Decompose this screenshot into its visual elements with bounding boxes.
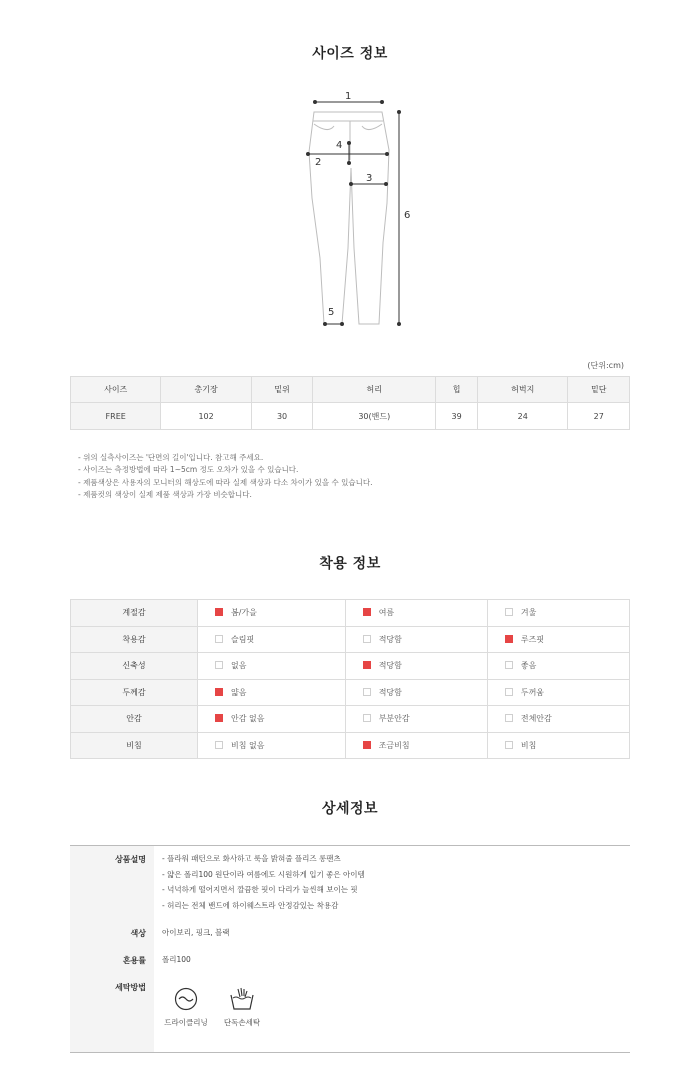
header-cell: 힙 [436, 377, 478, 403]
checkbox-icon [215, 608, 223, 616]
value-cell: 24 [478, 403, 568, 430]
checkbox-icon [363, 661, 371, 669]
size-table-header [71, 377, 630, 403]
checkbox-icon [505, 635, 513, 643]
material-value: 폴리100 [162, 955, 191, 964]
fit-row-label: 두께감 [71, 679, 198, 706]
detail-table [70, 845, 630, 1053]
value-cell: 27 [568, 403, 630, 430]
description-line: - 허리는 전체 밴드에 하이웨스트라 안정감있는 착용감 [162, 900, 339, 910]
dry-clean-icon [173, 987, 199, 1011]
pants-measurement-diagram [290, 88, 420, 340]
description-line: - 플라워 패턴으로 화사하고 룩을 밝혀줄 플리즈 롱팬츠 [162, 854, 341, 863]
option-label: 루즈핏 [520, 634, 545, 644]
note-line: - 위의 실측사이즈는 '단면의 길이'입니다. 참고해 주세요. [78, 453, 264, 462]
checkbox-icon [505, 608, 513, 616]
checkbox-icon [215, 741, 223, 749]
table-row [71, 732, 630, 759]
wash-label: 세탁방법 [115, 983, 146, 992]
table-row [71, 626, 630, 653]
fit-option [487, 706, 629, 733]
wash-method-dry-clean [164, 987, 208, 1028]
hand-wash-icon [229, 987, 255, 1011]
option-label: 적당함 [378, 687, 402, 697]
description-line: - 넉넉하게 떨어지면서 깔끔한 핏이 다리가 늘씬해 보이는 핏 [162, 885, 358, 894]
fit-row-label: 비침 [71, 732, 198, 759]
size-info-title: 사이즈 정보 [312, 46, 388, 62]
fit-row-label: 신축성 [71, 653, 198, 680]
wash-method-hand-wash [220, 987, 264, 1028]
color-label: 색상 [130, 929, 146, 938]
dim-label-1: 1 [345, 91, 352, 102]
option-label: 적당함 [378, 634, 402, 644]
header-cell: 허리 [313, 377, 436, 403]
option-label: 전체안감 [520, 714, 552, 724]
description-line: - 얇은 폴리100 원단이라 여름에도 시원하게 입기 좋은 아이템 [162, 869, 365, 879]
value-cell: 30 [251, 403, 313, 430]
dim-label-2: 2 [315, 157, 322, 168]
header-cell: 밑단 [568, 377, 630, 403]
option-label: 비침 [520, 740, 537, 750]
note-line: - 사이즈는 측정방법에 따라 1~5cm 정도 오차가 있을 수 있습니다. [78, 465, 299, 475]
value-cell: 39 [436, 403, 478, 430]
fit-option [487, 653, 629, 680]
option-label: 여름 [378, 608, 395, 618]
fit-row-label: 계절감 [71, 600, 198, 627]
dim-label-5: 5 [328, 307, 335, 318]
checkbox-icon [215, 661, 223, 669]
option-label: 슬림핏 [231, 634, 255, 644]
fit-row-label: 착용감 [71, 626, 198, 653]
checkbox-icon [505, 661, 513, 669]
checkbox-icon [215, 714, 223, 722]
option-label: 적당함 [378, 661, 402, 671]
option-label: 좋음 [520, 661, 537, 671]
value-cell: 30(밴드) [313, 403, 436, 430]
fit-row-label: 안감 [71, 706, 198, 733]
option-label: 없음 [231, 661, 247, 671]
size-cell: FREE [71, 403, 161, 430]
header-cell: 허벅지 [478, 377, 568, 403]
value-cell: 102 [161, 403, 251, 430]
fit-option [198, 706, 346, 733]
checkbox-icon [505, 741, 513, 749]
dim-label-4: 4 [336, 140, 343, 151]
option-label: 부분안감 [378, 714, 410, 724]
detail-label-column [70, 846, 154, 1052]
detail-info-title: 상세정보 [321, 801, 379, 817]
header-cell: 총기장 [161, 377, 251, 403]
checkbox-icon [363, 714, 371, 722]
checkbox-icon [363, 741, 371, 749]
option-label: 비침 없음 [231, 740, 265, 750]
fit-info-title: 착용 정보 [319, 556, 381, 572]
fit-option [198, 653, 346, 680]
pocket-left [314, 124, 334, 130]
fit-option [345, 706, 487, 733]
size-table [70, 376, 630, 430]
material-label: 혼용률 [122, 956, 146, 965]
header-cell: 사이즈 [71, 377, 161, 403]
checkbox-icon [215, 688, 223, 696]
fit-option [345, 732, 487, 759]
fit-option [198, 626, 346, 653]
checkbox-icon [505, 714, 513, 722]
note-line: - 제품컷의 색상이 실제 제품 색상과 가장 비슷합니다. [78, 489, 252, 499]
note-line: - 제품색상은 사용자의 모니터의 해상도에 따라 실제 색상과 다소 차이가 있을 수 있습니다. [78, 477, 373, 487]
unit-label: (단위:cm) [587, 361, 624, 370]
option-label: 얇음 [231, 687, 247, 697]
checkbox-icon [363, 608, 371, 616]
dim-label-3: 3 [366, 173, 373, 184]
fit-option [487, 679, 629, 706]
color-value: 아이보리, 핑크, 블랙 [162, 928, 230, 937]
description-label: 상품설명 [115, 855, 146, 864]
fit-option [198, 679, 346, 706]
checkbox-icon [363, 635, 371, 643]
fit-table [70, 599, 630, 759]
option-label: 두꺼움 [520, 687, 545, 697]
table-row [71, 600, 630, 627]
option-label: 봄/가을 [231, 608, 257, 618]
fit-option [198, 732, 346, 759]
checkbox-icon [215, 635, 223, 643]
dim-label-6: 6 [404, 210, 411, 221]
table-row [71, 679, 630, 706]
fit-option [487, 626, 629, 653]
fit-option [345, 626, 487, 653]
size-notes [78, 452, 373, 501]
pocket-right [362, 124, 382, 130]
wash-method-label: 드라이클리닝 [164, 1018, 208, 1027]
description-text [162, 851, 365, 913]
table-row [71, 653, 630, 680]
fit-option [487, 732, 629, 759]
checkbox-icon [363, 688, 371, 696]
wash-method-label: 단독손세탁 [223, 1018, 261, 1027]
option-label: 겨울 [520, 608, 537, 618]
fit-option [345, 679, 487, 706]
option-label: 안감 없음 [231, 714, 265, 724]
fit-option [345, 600, 487, 627]
fit-option [487, 600, 629, 627]
option-label: 조금비침 [378, 740, 410, 750]
table-row [71, 403, 630, 430]
fit-option [198, 600, 346, 627]
table-row [71, 706, 630, 733]
header-cell: 밑위 [251, 377, 313, 403]
checkbox-icon [505, 688, 513, 696]
fit-option [345, 653, 487, 680]
